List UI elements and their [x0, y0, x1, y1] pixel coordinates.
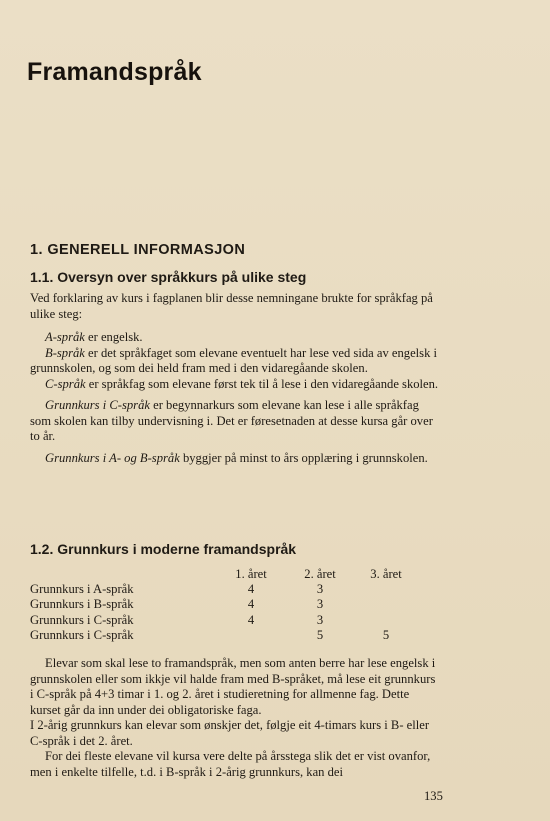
table-cell: Grunnkurs i C-språk: [30, 627, 134, 642]
table-header-row: [30, 567, 412, 582]
table-row: [30, 597, 412, 612]
table-cell: 4: [247, 582, 255, 597]
section-1-2-body: [30, 656, 440, 780]
page-title: Framandspråk: [27, 58, 202, 86]
definition-term: Grunnkurs i C-språk: [45, 398, 150, 412]
table-cell: Grunnkurs i B-språk: [30, 597, 134, 612]
definition-paragraph: [30, 330, 440, 346]
intro-paragraph: Ved forklaring av kurs i fagplanen blir desse nemningane brukte for språkfag på ulike steg:: [30, 291, 433, 321]
definition-paragraph: [30, 398, 440, 445]
definition-term: Grunnkurs i A- og B-språk: [45, 450, 180, 465]
table-cell: [360, 597, 412, 612]
body-paragraph: Elevar som skal lese to framandspråk, men som anten berre har lese engelsk i grunnskolen eller som ikkje vil halde fram med B-språket, må lese eit grunnkurs i C-språk på 4+3 timar i 1. og 2. året i studieretning for allmenne fag. Dette kurset går da inn under dei obligatoriske faga.: [30, 656, 436, 717]
table-cell: Grunnkurs i A-språk: [30, 582, 134, 597]
table-row: [30, 628, 412, 643]
table-cell: Grunnkurs i C-språk: [30, 612, 134, 627]
definition-term: C-språk: [45, 376, 86, 391]
definition-term: A-språk: [45, 330, 85, 344]
definition-paragraph: [30, 377, 440, 393]
column-header: 1. året: [235, 567, 267, 581]
table-cell: [222, 628, 280, 643]
definition-text: er begynnarkurs som elevane kan lese i alle språkfag som skolen kan tilby undervisning i. Det er føresetnaden at desse kursa går over to år.: [30, 398, 433, 443]
definition-text: er det språkfaget som elevane eventuelt har lese ved sida av engelsk i grunnskolen, og som dei held fram med i den vidaregåande skolen.: [30, 345, 438, 375]
table-cell: 3: [316, 597, 324, 612]
body-paragraph: For dei fleste elevane vil kursa vere delte på årsstega slik det er vist ovanfor, men i enkelte tilfelle, t.d. i B-språk i 2-årig grunnkurs, kan dei: [30, 749, 431, 779]
page-number: 135: [424, 789, 443, 803]
table-cell: [360, 582, 412, 597]
table-cell: 5: [382, 627, 390, 642]
table-cell: 5: [316, 627, 324, 642]
table-cell: [360, 613, 412, 628]
definition-text: er språkfag som elevane først tek til å lese i den vidaregåande skolen.: [85, 376, 439, 391]
table-row: [30, 613, 412, 628]
definition-paragraph: [30, 451, 440, 467]
column-header: [30, 567, 222, 582]
section-heading-1-2: [30, 541, 296, 557]
table-cell: 4: [247, 612, 255, 627]
section-title: GENERELL INFORMASJON: [47, 242, 246, 258]
table-cell: 3: [316, 582, 324, 597]
section-heading-1: [30, 242, 245, 258]
definition-text: byggjer på minst to års opplæring i grunnskolen.: [179, 450, 428, 465]
section-number: 1.1.: [30, 269, 54, 285]
body-paragraph: I 2-årig grunnkurs kan elevar som ønskjer det, følgje eit 4-timars kurs i B- eller C-språk i det 2. året.: [30, 718, 430, 748]
section-1-1-body: [30, 291, 440, 466]
table-row: [30, 582, 412, 597]
definition-paragraph: [30, 346, 440, 377]
section-heading-1-1: [30, 269, 306, 285]
section-title: Grunnkurs i moderne framandspråk: [57, 541, 297, 557]
column-header: 2. året: [304, 567, 336, 581]
section-number: 1.2.: [30, 541, 54, 557]
table-cell: 3: [316, 612, 324, 627]
course-hours-table: [30, 567, 412, 643]
table-cell: 4: [247, 597, 255, 612]
section-number: 1.: [30, 242, 43, 258]
section-title: Oversyn over språkkurs på ulike steg: [57, 269, 307, 285]
definition-term: B-språk: [45, 345, 85, 360]
definition-text: er engelsk.: [84, 330, 143, 344]
column-header: 3. året: [370, 567, 402, 581]
